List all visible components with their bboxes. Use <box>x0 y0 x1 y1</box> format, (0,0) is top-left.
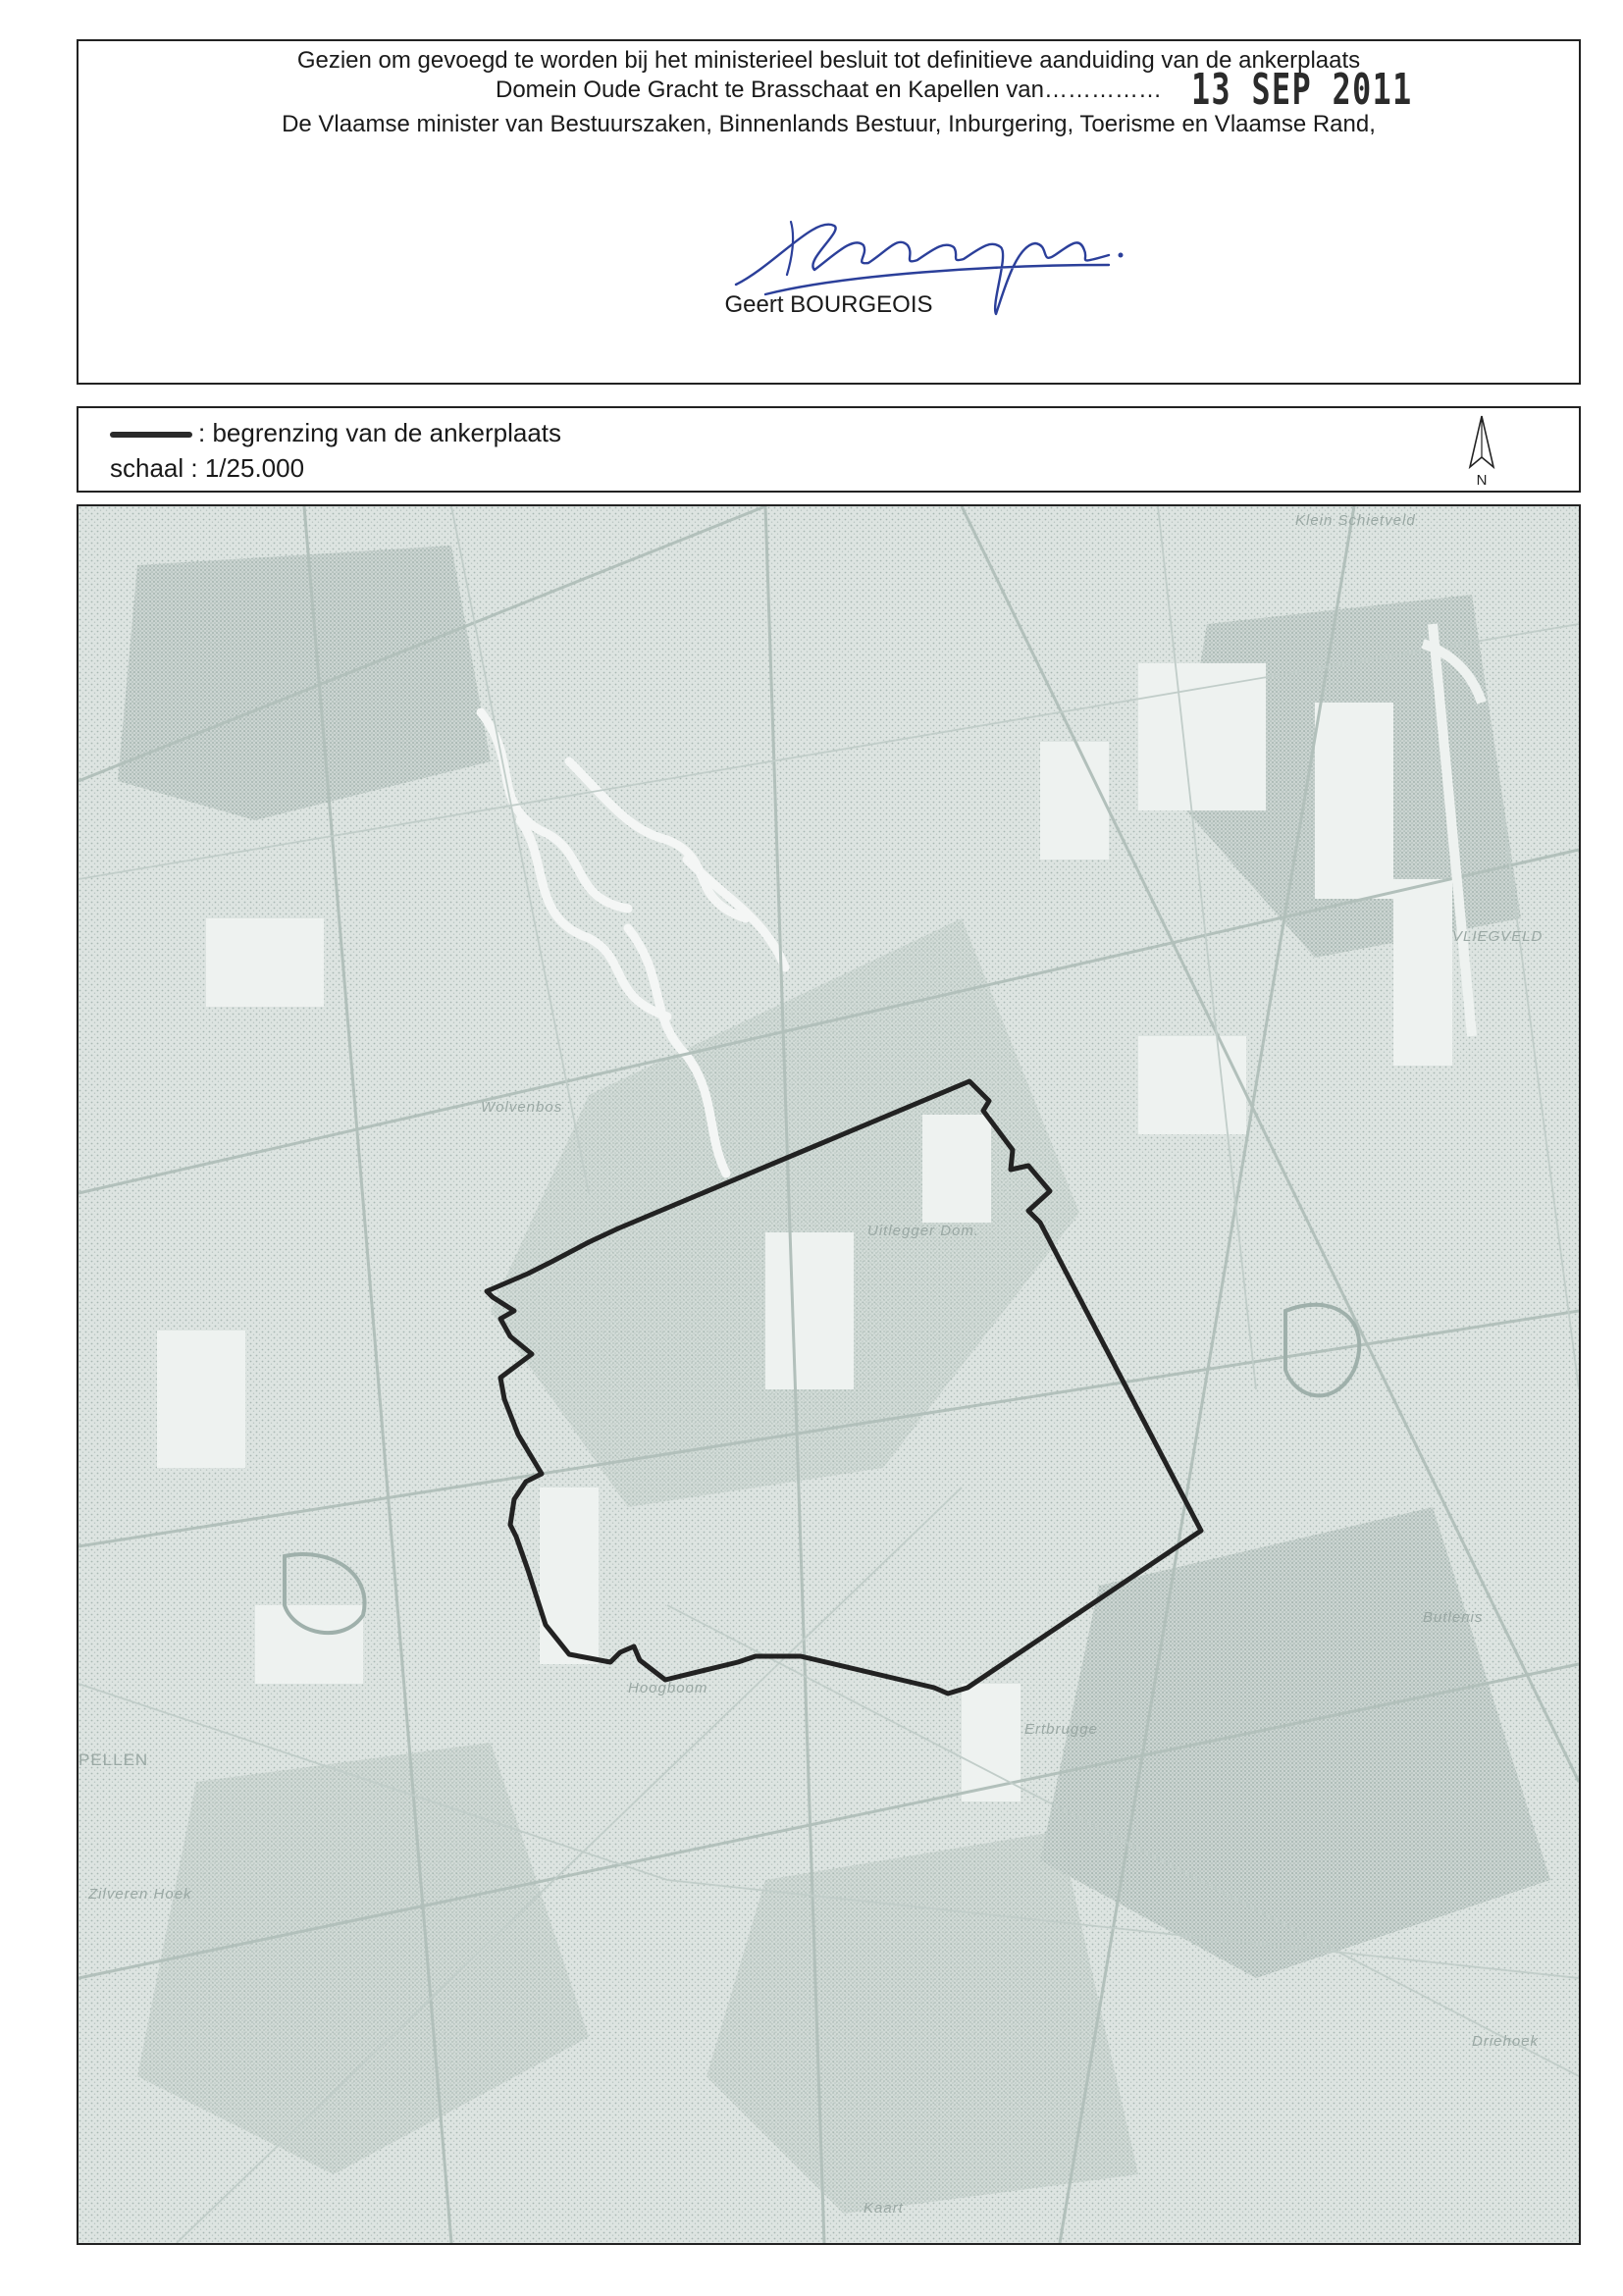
approval-header <box>77 39 1581 385</box>
map-label-ertbrugge: Ertbrugge <box>1024 1721 1098 1738</box>
topographic-map <box>77 504 1581 2245</box>
map-label-wolvenbos: Wolvenbos <box>481 1099 563 1116</box>
approval-text-line-2: Domein Oude Gracht te Brasschaat en Kapellen van…………… <box>496 77 1162 103</box>
approval-text-line-3: De Vlaamse minister van Bestuurszaken, Binnenlands Bestuur, Inburgering, Toerisme en Vlaamse Rand, <box>282 111 1376 137</box>
date-stamp: 13 SEP 2011 <box>1191 65 1413 115</box>
signer-name: Geert BOURGEOIS <box>724 291 933 318</box>
map-label-hoek: Zilveren Hoek <box>88 1886 192 1903</box>
map-label-vliegveld: VLIEGVELD <box>1452 928 1544 945</box>
boundary-legend-label: : begrenzing van de ankerplaats <box>198 418 562 447</box>
scale-value: : 1/25.000 <box>190 453 305 483</box>
north-arrow-icon <box>1462 412 1501 489</box>
map-legend <box>77 406 1581 493</box>
map-label-driehoek: Driehoek <box>1472 2033 1540 2050</box>
map-label-kleinschietveld: Klein Schietveld <box>1295 512 1416 529</box>
scale-text <box>110 453 304 484</box>
map-label-hoogboom: Hoogboom <box>628 1680 708 1696</box>
map-label-uitlegger: Uitlegger Dom. <box>867 1223 980 1239</box>
boundary-legend-swatch <box>110 432 192 438</box>
north-label: N <box>1476 472 1488 489</box>
approval-text-line-1: Gezien om gevoegd te worden bij het ministerieel besluit tot definitieve aanduiding van de ankerplaats <box>296 47 1361 74</box>
map-label-butlenis: Butlenis <box>1423 1609 1484 1626</box>
map-canvas <box>79 506 1579 2243</box>
map-label-kaart: Kaart <box>864 2200 904 2217</box>
scale-label: schaal <box>110 453 184 483</box>
map-label-kapellen: PELLEN <box>79 1750 149 1769</box>
